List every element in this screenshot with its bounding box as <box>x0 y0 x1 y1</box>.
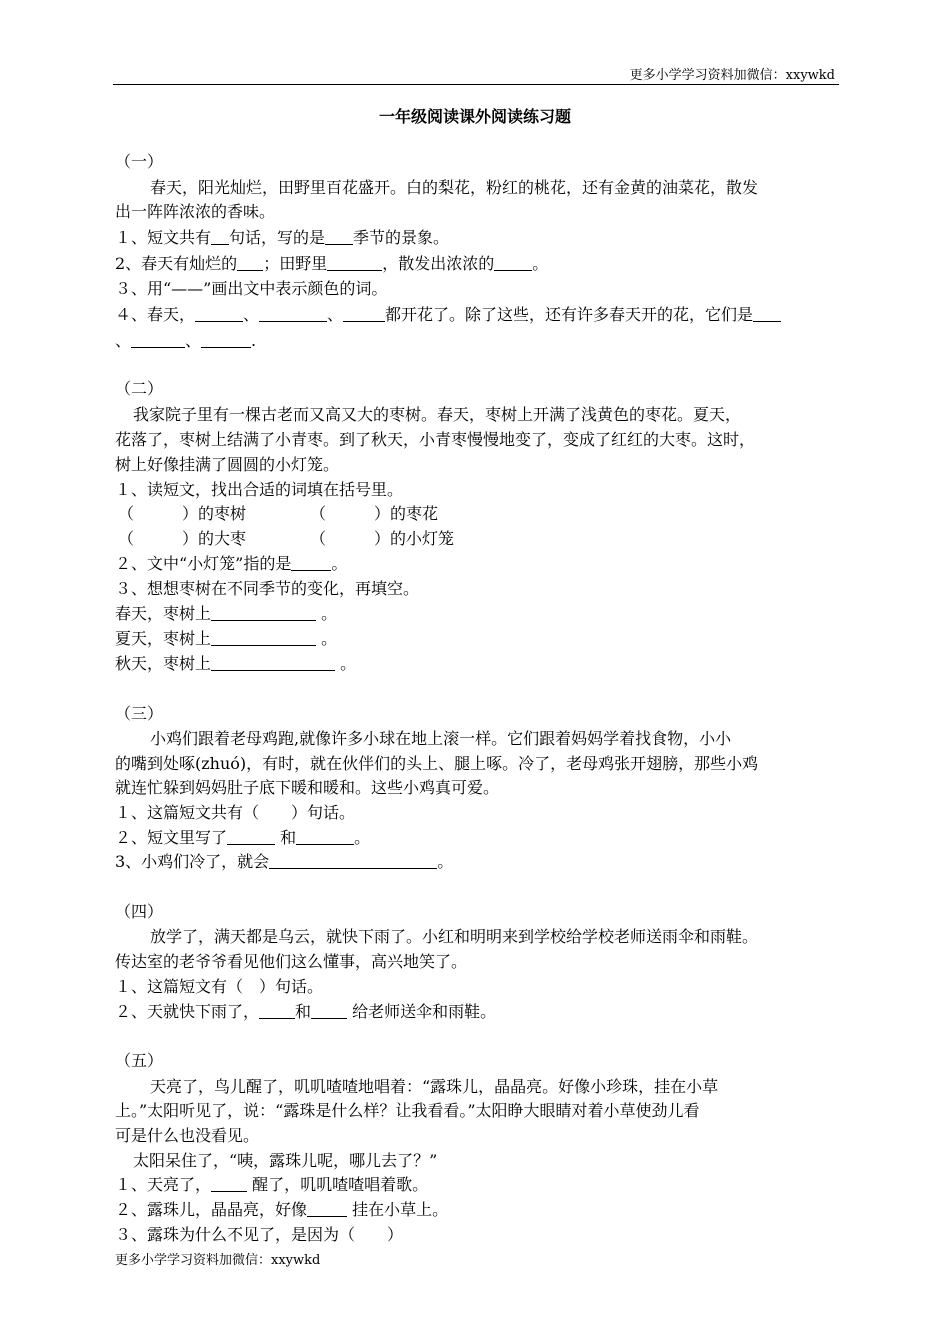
section-3-label: （三） <box>115 704 164 723</box>
q-text: 。 <box>437 852 454 871</box>
fill-item: （ ）的枣树 <box>118 504 247 523</box>
section-5-passage-line: 可是什么也没看见。 <box>115 1126 260 1145</box>
q-text: 3、小鸡们冷了，就会 <box>115 852 270 871</box>
q-text: 。 <box>340 654 357 673</box>
fill-item: （ ）的枣花 <box>310 504 439 523</box>
section-4-passage-line: 传达室的老爷爷看见他们这么懂事，高兴地笑了。 <box>115 952 468 971</box>
section-5-passage-line: 天亮了，鸟儿醒了，叽叽喳喳地唱着：“露珠儿，晶晶亮。好像小珍珠，挂在小草 <box>150 1077 719 1096</box>
fill-item: （ ）的大枣 <box>118 529 247 548</box>
blank[interactable] <box>211 1175 247 1192</box>
section-1-passage-line: 出一阵阵浓浓的香味。 <box>115 202 276 221</box>
blank[interactable] <box>494 254 532 271</box>
section-5-passage-line: 上。”太阳听见了，说：“露珠是什么样？让我看看。”太阳睁大眼睛对着小草使劲儿看 <box>115 1101 700 1120</box>
blank[interactable] <box>311 1002 347 1019</box>
section-4-question-2 <box>115 1000 496 1024</box>
section-1-question-2 <box>115 252 548 276</box>
section-2-passage-line: 树上好像挂满了圆圆的小灯笼。 <box>115 455 340 474</box>
section-1-passage-line: 春天，阳光灿烂，田野里百花盛开。白的梨花，粉红的桃花，还有金黄的油菜花，散发 <box>150 178 759 197</box>
blank[interactable] <box>211 654 335 671</box>
q-text: 都开花了。除了这些，还有许多春天开的花，它们是 <box>385 305 754 324</box>
q-text: １、天亮了， <box>115 1175 212 1194</box>
section-3-question-1: １、这篇短文共有（ ）句话。 <box>115 803 356 822</box>
blank[interactable] <box>237 254 263 271</box>
blank[interactable] <box>327 254 382 271</box>
q-text: １、短文共有 <box>115 228 212 247</box>
q-text: 和 <box>280 828 297 847</box>
section-2-passage-line: 我家院子里有一棵古老而又高又大的枣树。春天，枣树上开满了浅黄色的枣花。夏天， <box>133 405 742 424</box>
q-text: ２、露珠儿，晶晶亮，好像 <box>115 1200 308 1219</box>
q-text: 夏天，枣树上 <box>115 629 212 648</box>
q-text: ，散发出浓浓的 <box>382 254 495 273</box>
blank[interactable] <box>343 305 385 322</box>
q-text: 句话，写的是 <box>229 228 326 247</box>
section-5-question-1 <box>115 1173 428 1197</box>
q-text: 、 <box>327 305 344 324</box>
q-text: ２、短文里写了 <box>115 828 228 847</box>
section-1-question-4 <box>115 303 781 327</box>
section-3-question-2 <box>115 826 370 850</box>
q-text: 秋天，枣树上 <box>115 654 212 673</box>
blank[interactable] <box>201 331 251 348</box>
blank[interactable] <box>753 305 781 322</box>
section-2-question-2 <box>115 552 347 576</box>
header-divider <box>113 84 839 85</box>
section-5-question-2 <box>115 1198 448 1222</box>
blank[interactable] <box>269 852 437 869</box>
section-3-passage-line: 小鸡们跟着老母鸡跑,就像许多小球在地上滚一样。它们跟着妈妈学着找食物，小小 <box>150 729 732 748</box>
season-line <box>115 652 356 676</box>
q-text: 挂在小草上。 <box>352 1200 449 1219</box>
q-text: 。 <box>321 604 338 623</box>
q-text: 季节的景象。 <box>353 228 450 247</box>
q-text: ；田野里 <box>263 254 328 273</box>
q-text: 。 <box>532 254 549 273</box>
q-text: 醒了，叽叽喳喳唱着歌。 <box>252 1175 429 1194</box>
blank[interactable] <box>211 228 229 245</box>
section-2-question-1: １、读短文，找出合适的词填在括号里。 <box>115 480 404 499</box>
q-text: 、 <box>243 305 260 324</box>
q-text: . <box>251 331 257 350</box>
blank[interactable] <box>325 228 353 245</box>
section-4-question-1: １、这篇短文有（ ）句话。 <box>115 977 324 996</box>
q-text: 2、春天有灿烂的 <box>115 254 238 273</box>
q-text: 给老师送伞和雨鞋。 <box>352 1002 497 1021</box>
q-text: ２、天就快下雨了， <box>115 1002 260 1021</box>
q-text: 。 <box>354 828 371 847</box>
page-title: 一年级阅读课外阅读练习题 <box>378 107 571 126</box>
season-line <box>115 602 337 626</box>
q-text: 。 <box>321 629 338 648</box>
section-3-passage-line: 就连忙躲到妈妈肚子底下暖和暖和。这些小鸡真可爱。 <box>115 778 500 797</box>
section-2-label: （二） <box>115 379 164 398</box>
blank[interactable] <box>296 828 354 845</box>
section-3-question-3 <box>115 850 453 874</box>
q-text: 。 <box>331 554 348 573</box>
page-footer: 更多小学学习资料加微信：xxywkd <box>115 1253 321 1268</box>
blank[interactable] <box>211 629 316 646</box>
section-3-passage-line: 的嘴到处啄(zhuó)，有时，就在伙伴们的头上、腿上啄。冷了，老母鸡张开翅膀，那些小鸡 <box>115 754 759 773</box>
q-text: 、 <box>115 331 132 350</box>
blank[interactable] <box>291 554 331 571</box>
section-1-question-4-cont <box>115 329 256 353</box>
blank[interactable] <box>227 828 275 845</box>
section-2-question-3: ３、想想枣树在不同季节的变化，再填空。 <box>115 579 420 598</box>
q-text: 、 <box>185 331 202 350</box>
section-2-passage-line: 花落了，枣树上结满了小青枣。到了秋天，小青枣慢慢地变了，变成了红红的大枣。这时， <box>115 430 756 449</box>
section-1-question-1 <box>115 226 449 250</box>
fill-item: （ ）的小灯笼 <box>310 529 455 548</box>
section-1-label: （一） <box>115 152 164 171</box>
section-1-question-3: ３、用“——”画出文中表示颜色的词。 <box>115 279 388 298</box>
page-header: 更多小学学习资料加微信：xxywkd <box>629 68 835 83</box>
blank[interactable] <box>259 1002 295 1019</box>
q-text: ２、文中“小灯笼”指的是 <box>115 554 292 573</box>
q-text: 春天，枣树上 <box>115 604 212 623</box>
q-text: ４、春天， <box>115 305 196 324</box>
blank[interactable] <box>131 331 185 348</box>
blank[interactable] <box>307 1200 347 1217</box>
section-5-passage-line: 太阳呆住了，“咦，露珠儿呢，哪儿去了？” <box>133 1151 438 1170</box>
section-4-passage-line: 放学了，满天都是乌云，就快下雨了。小红和明明来到学校给学校老师送雨伞和雨鞋。 <box>150 927 759 946</box>
blank[interactable] <box>259 305 327 322</box>
blank[interactable] <box>211 604 316 621</box>
section-4-label: （四） <box>115 902 164 921</box>
blank[interactable] <box>195 305 243 322</box>
q-text: 和 <box>295 1002 312 1021</box>
section-5-label: （五） <box>115 1051 164 1070</box>
season-line <box>115 627 337 651</box>
section-5-question-3: ３、露珠为什么不见了，是因为（ ） <box>115 1225 404 1244</box>
